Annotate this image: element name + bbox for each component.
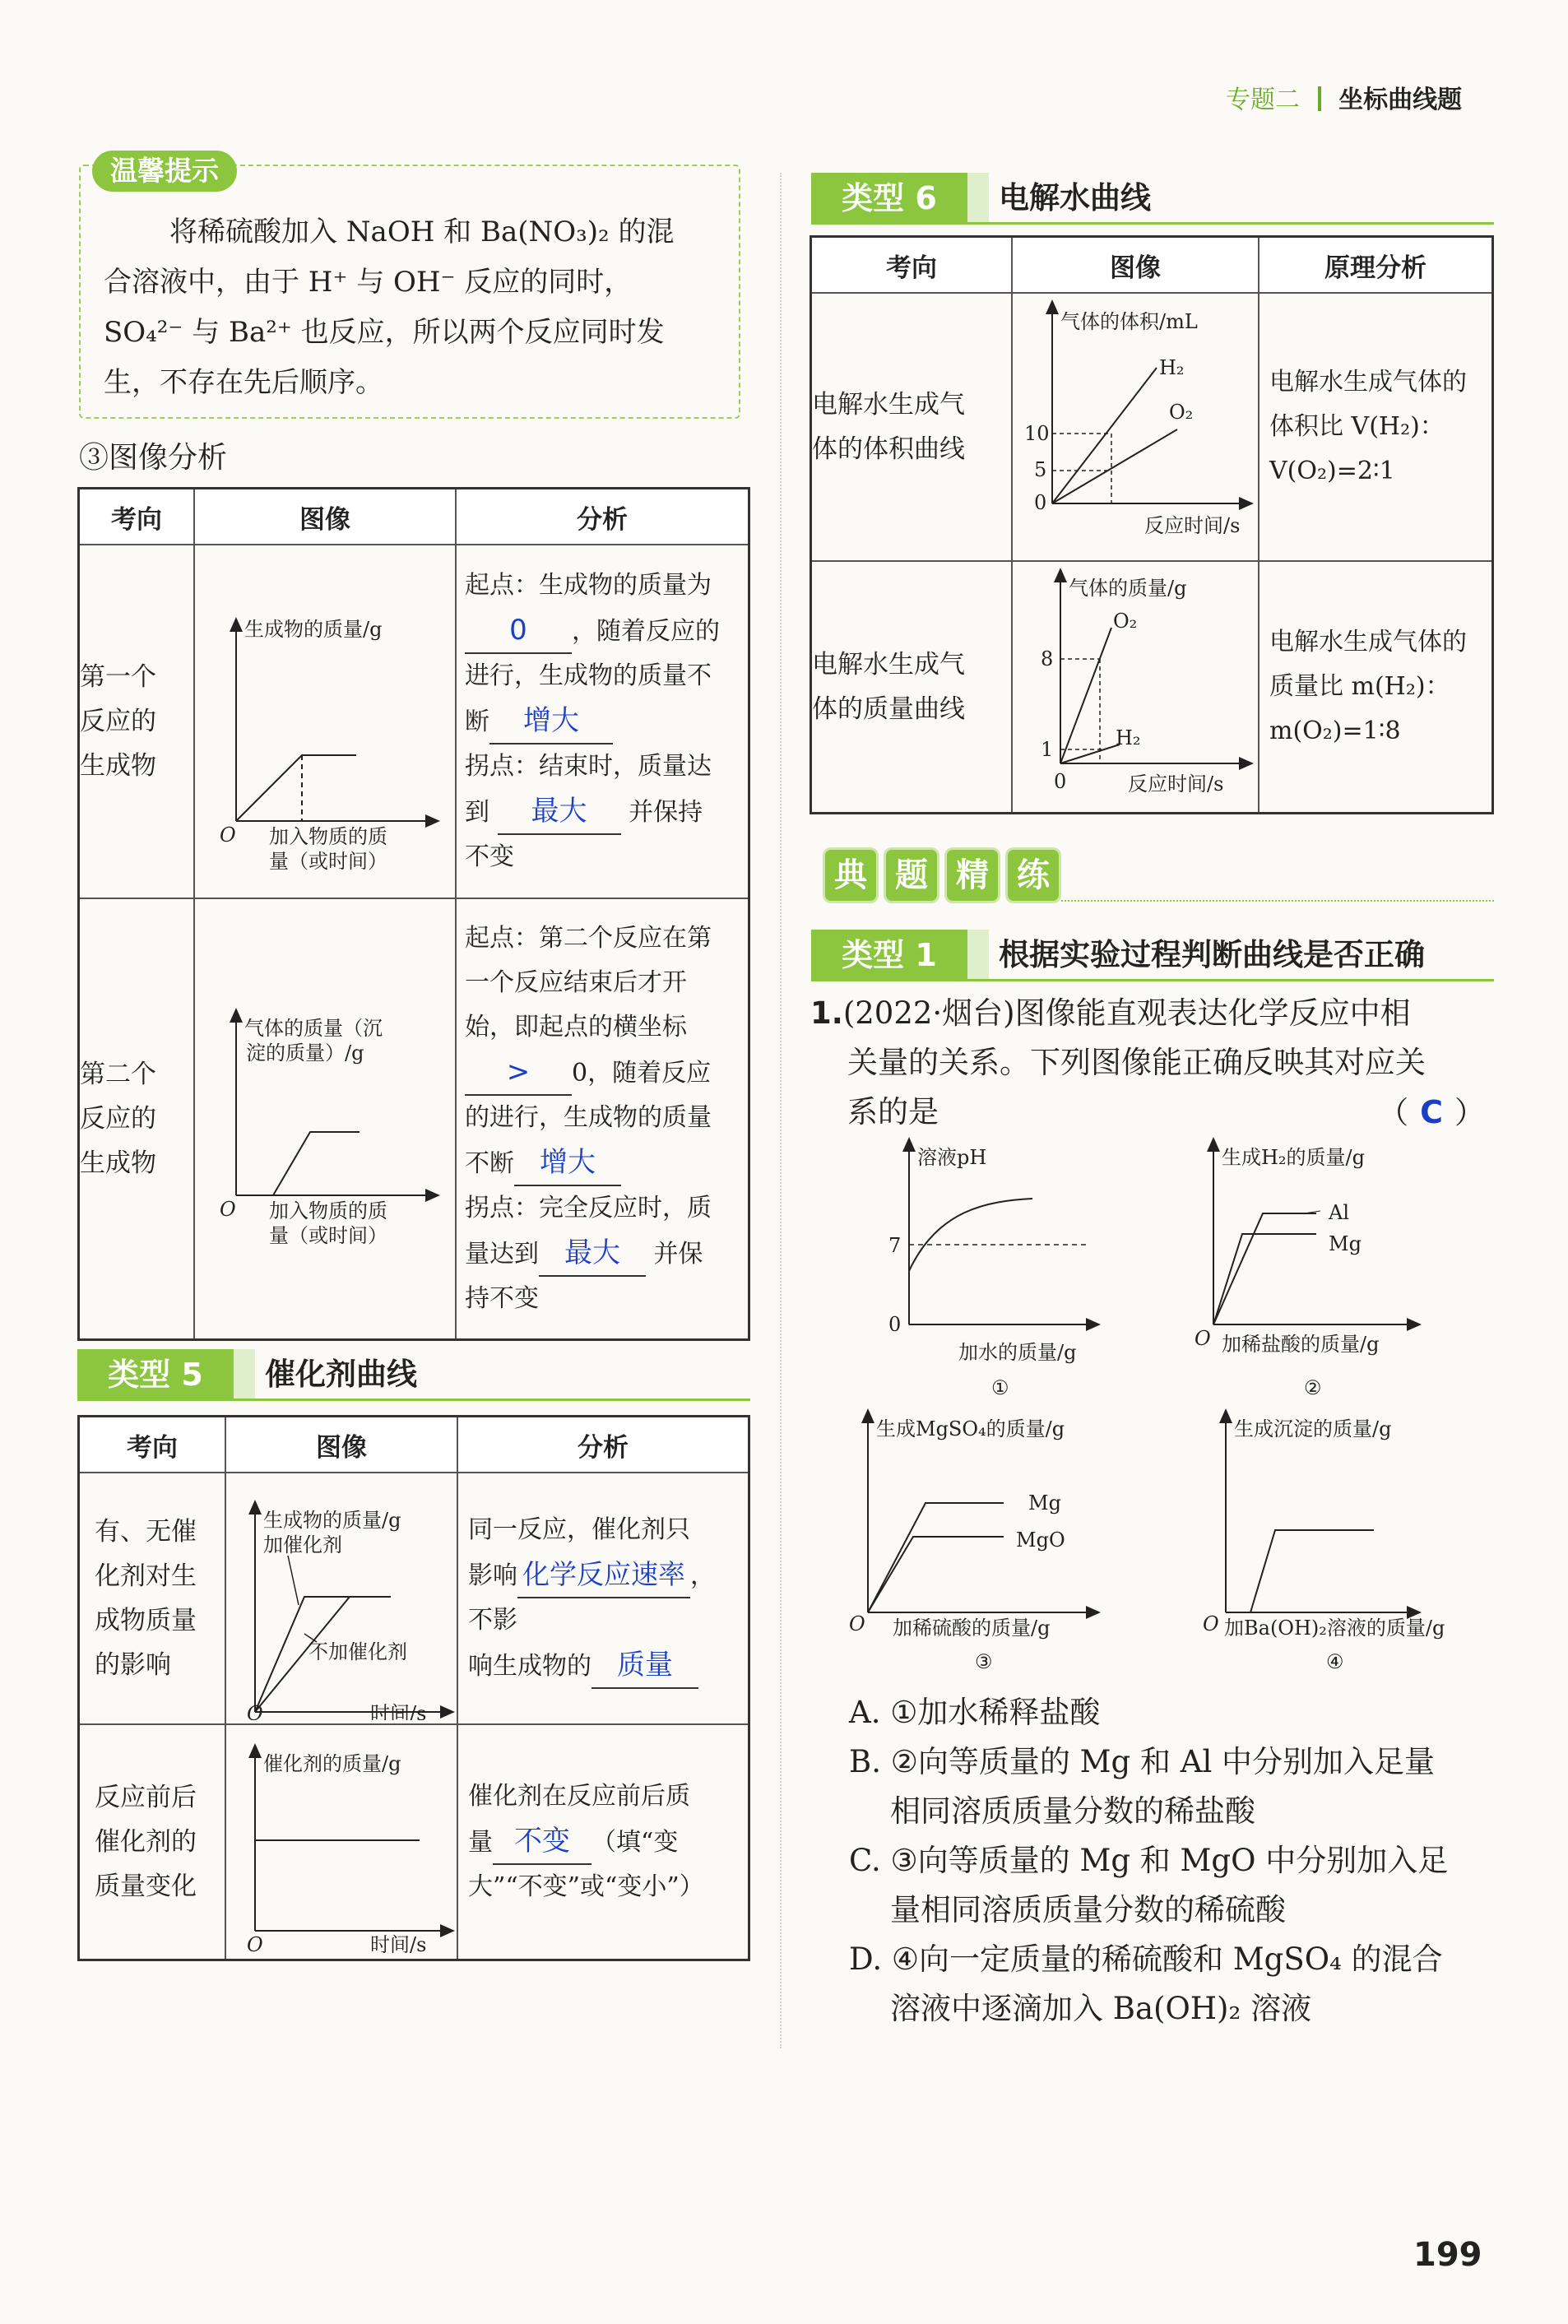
mg-curve	[1213, 1234, 1316, 1324]
graph-number: ③	[975, 1650, 993, 1673]
analysis-text: 不断	[465, 1149, 514, 1178]
analysis-text: 持不变	[465, 1284, 539, 1313]
header-cell: 分析	[456, 489, 749, 545]
answer-choice: C	[1420, 1094, 1443, 1130]
header-cell: 分析	[457, 1417, 749, 1473]
question-line: (2022·烟台)图像能直观表达化学反应中相	[842, 995, 1411, 1031]
x-axis-label: 时间/s	[370, 1933, 427, 1955]
aspect-line: 有、无催	[95, 1517, 197, 1547]
aspect-cell	[79, 545, 195, 898]
h2-line	[1052, 368, 1157, 503]
type5-underline	[77, 1399, 750, 1401]
analysis-text: 拐点：完全反应时，质	[465, 1194, 712, 1222]
analysis-text: 影响	[468, 1561, 517, 1590]
origin-label: O	[220, 823, 236, 847]
type5-title: 催化剂曲线	[265, 1357, 417, 1392]
practice-char: 精	[944, 847, 1000, 903]
x-axis-label: 加入物质的质	[269, 825, 387, 848]
o2-line	[1060, 628, 1111, 763]
question-graphs	[823, 1127, 1494, 1678]
aspect-cell	[79, 898, 195, 1340]
origin-label: 0	[888, 1313, 902, 1336]
answer-blank: 增大	[514, 1140, 621, 1186]
aspect-line: 生成物	[80, 1148, 156, 1178]
option-line: D. ④向一定质量的稀硫酸和 MgSO₄ 的混合	[849, 1941, 1443, 1977]
analysis-cell	[457, 1473, 749, 1724]
question-stem	[810, 989, 1493, 1137]
type1-bar	[811, 930, 1494, 981]
answer-blank: 增大	[489, 698, 613, 745]
analysis-text: 质量比 m(H₂)：	[1269, 672, 1450, 701]
table-row	[79, 1473, 749, 1724]
tick-label: 1	[1041, 738, 1054, 761]
y-axis-label: 淀的质量）/g	[246, 1041, 364, 1065]
question-number: 1.	[810, 995, 843, 1031]
x-axis-label: 时间/s	[370, 1702, 427, 1720]
type1-underline	[811, 979, 1494, 981]
h2-line	[1060, 745, 1120, 763]
aspect-line: 反应的	[80, 707, 156, 736]
table-header-row	[79, 1417, 749, 1473]
y-axis-label: 气体的质量/g	[1069, 577, 1187, 600]
question-line: 系的是	[847, 1094, 939, 1130]
answer-blank: 不变	[493, 1819, 591, 1865]
series-label: Mg	[1028, 1491, 1061, 1515]
header-topic: 专题二	[1226, 86, 1300, 114]
h2-label: H₂	[1159, 356, 1185, 379]
catalyst-table	[77, 1415, 750, 1961]
analysis-text: m(O₂)=1∶8	[1269, 717, 1401, 745]
precipitate-curve	[1250, 1530, 1374, 1612]
analysis-text: ，随着反应的	[572, 617, 720, 646]
tip-label-text: 温馨提示	[110, 155, 219, 187]
paren: （	[1378, 1095, 1409, 1130]
table-header-row	[811, 237, 1493, 294]
aspect-line: 的影响	[95, 1650, 171, 1680]
analysis-text: 并保持	[629, 798, 703, 827]
graph-2	[1195, 1143, 1415, 1399]
y-axis-label: 生成物的质量/g	[263, 1509, 401, 1532]
tip-line: 生，不存在先后顺序。	[104, 366, 383, 399]
table-row	[79, 545, 749, 898]
option-line: A. ①加水稀释盐酸	[849, 1695, 1101, 1730]
question-line: 关量的关系。下列图像能正确反映其对应关	[847, 1045, 1426, 1080]
h2-label: H₂	[1116, 726, 1141, 749]
type1-label: 类型 1	[811, 930, 967, 981]
table-row	[79, 898, 749, 1340]
volume-graph	[1013, 294, 1258, 557]
analysis-text: 到	[465, 798, 489, 827]
analysis-text: 起点：第二个反应在第	[465, 924, 712, 953]
with-catalyst-pointer	[288, 1556, 299, 1605]
x-axis-label: 反应时间/s	[1128, 772, 1224, 796]
aspect-line: 催化剂的	[95, 1827, 197, 1857]
series-label: Al	[1329, 1201, 1350, 1224]
tip-text	[104, 207, 729, 408]
aspect-line: 第二个	[80, 1060, 156, 1089]
tip-label	[92, 151, 237, 192]
analysis-text: （填“变	[591, 1828, 679, 1857]
origin-label: O	[1203, 1612, 1219, 1635]
tick-label: 5	[1034, 458, 1047, 481]
tip-line: 将稀硫酸加入 NaOH 和 Ba(NO₃)₂ 的混	[169, 216, 675, 248]
aspect-line: 反应前后	[95, 1783, 197, 1812]
header-cell: 图像	[194, 489, 456, 545]
analysis-text: 进行，生成物的质量不	[465, 661, 712, 690]
second-reaction-graph	[195, 899, 455, 1335]
aspect-line: 电解水生成气	[812, 390, 965, 420]
aspect-line: 生成物	[80, 751, 156, 781]
graph-cell	[225, 1724, 457, 1960]
answer-blank: 0	[465, 608, 572, 654]
y-axis-label: 生成H₂的质量/g	[1222, 1146, 1365, 1169]
origin-label: O	[247, 1933, 263, 1955]
analysis-text: 响生成物的	[468, 1652, 591, 1681]
header-cell: 考向	[79, 1417, 226, 1473]
analysis-text: 量达到	[465, 1240, 539, 1269]
graph-cell	[1012, 561, 1259, 814]
option-b[interactable]	[849, 1737, 1499, 1836]
analysis-cell	[457, 1724, 749, 1960]
analysis-text: 并保	[653, 1240, 703, 1269]
first-reaction-graph	[195, 545, 455, 894]
analysis-cell	[1259, 293, 1493, 561]
answer-blank: 最大	[539, 1231, 646, 1277]
aspect-line: 成物质量	[95, 1606, 197, 1635]
origin-label: O	[1195, 1327, 1211, 1350]
practice-char: 练	[1005, 847, 1061, 903]
tick-label: 8	[1041, 647, 1054, 670]
graph-1	[888, 1143, 1094, 1399]
catalyst-effect-graph	[226, 1473, 457, 1720]
tick-label: 0	[1034, 491, 1047, 514]
y-axis-label: 溶液pH	[917, 1146, 987, 1169]
without-catalyst-label: 不加催化剂	[308, 1640, 407, 1663]
analysis-text: 不变	[465, 842, 514, 871]
type5-label: 类型 5	[77, 1349, 234, 1400]
analysis-table	[77, 487, 750, 1341]
header-cell: 图像	[1012, 237, 1259, 294]
type5-bar	[77, 1349, 750, 1400]
x-axis-label: 加稀硫酸的质量/g	[893, 1617, 1051, 1640]
header-title: 坐标曲线题	[1338, 86, 1463, 114]
table-row	[79, 1724, 749, 1960]
analysis-text: 一个反应结束后才开	[465, 968, 687, 997]
analysis-text: 大”“不变”或“变小”）	[468, 1872, 704, 1901]
tick-label: 10	[1024, 422, 1050, 445]
tip-line: 合溶液中，由于 H⁺ 与 OH⁻ 反应的同时，	[104, 266, 633, 299]
aspect-line: 反应的	[80, 1104, 156, 1134]
series-label: Mg	[1329, 1232, 1362, 1255]
header-cell: 原理分析	[1259, 237, 1493, 294]
option-line: 溶液中逐滴加入 Ba(OH)₂ 溶液	[890, 1991, 1312, 2026]
x-axis-label: 加稀盐酸的质量/g	[1222, 1333, 1380, 1356]
page-number: 199	[1413, 2236, 1482, 2274]
o2-label: O₂	[1113, 610, 1138, 633]
x-axis-label: 加入物质的质	[269, 1199, 387, 1222]
answer-blank: >	[465, 1050, 572, 1096]
aspect-line: 电解水生成气	[812, 650, 965, 680]
graph-number: ④	[1326, 1650, 1344, 1673]
type1-label-tail	[967, 930, 989, 981]
aspect-line: 化剂对生	[95, 1561, 197, 1591]
aspect-line: 体的质量曲线	[812, 694, 965, 724]
x-axis-label: 加Ba(OH)₂溶液的质量/g	[1224, 1617, 1445, 1640]
graph-number: ①	[991, 1376, 1009, 1399]
tick-label: 0	[1054, 770, 1067, 793]
option-line: 相同溶质质量分数的稀盐酸	[890, 1793, 1255, 1829]
al-curve	[1213, 1213, 1316, 1324]
x-axis-label: 量（或时间）	[269, 850, 387, 873]
graph-cell	[1012, 293, 1259, 561]
graph-cell	[194, 545, 456, 898]
analysis-text: 起点：生成物的质量为	[465, 571, 712, 600]
y-axis-label: 生成MgSO₄的质量/g	[876, 1417, 1065, 1440]
analysis-text: 同一反应，催化剂只	[468, 1515, 690, 1544]
with-catalyst-label: 加催化剂	[263, 1533, 342, 1556]
product-curve	[236, 755, 356, 821]
aspect-cell	[811, 561, 1013, 814]
x-axis-label: 量（或时间）	[269, 1224, 387, 1247]
analysis-text: 断	[465, 707, 489, 736]
y-axis-label: 催化剂的质量/g	[263, 1752, 401, 1775]
analysis-text: 电解水生成气体的	[1269, 628, 1467, 656]
analysis-text: V(O₂)=2∶1	[1269, 457, 1395, 485]
electrolysis-table	[810, 235, 1494, 814]
type6-title: 电解水曲线	[999, 180, 1151, 216]
tip-line: SO₄²⁻ 与 Ba²⁺ 也反应，所以两个反应同时发	[104, 316, 665, 349]
header-cell: 考向	[79, 489, 195, 545]
practice-char: 题	[884, 847, 939, 903]
series-label: MgO	[1016, 1528, 1065, 1552]
table-header-row	[79, 489, 749, 545]
analysis-text: 电解水生成气体的	[1269, 368, 1467, 397]
type6-underline	[811, 222, 1494, 225]
graph-4	[1203, 1415, 1445, 1673]
option-line: 量相同溶质质量分数的稀硫酸	[890, 1892, 1286, 1927]
ph-curve	[909, 1199, 1032, 1271]
graph-number: ②	[1304, 1376, 1322, 1399]
aspect-line: 体的体积曲线	[812, 434, 965, 464]
y-axis-label: 生成物的质量/g	[244, 618, 383, 641]
option-d[interactable]	[849, 1935, 1499, 2034]
paren: ）	[1454, 1095, 1485, 1130]
header-cell: 图像	[225, 1417, 457, 1473]
practice-underline	[1061, 900, 1494, 902]
practice-banner	[823, 847, 1061, 905]
option-c[interactable]	[849, 1836, 1499, 1935]
header-cell: 考向	[811, 237, 1013, 294]
graph-cell	[194, 898, 456, 1340]
answer-blank: 质量	[591, 1643, 698, 1689]
answer-blank: 化学反应速率	[517, 1552, 690, 1598]
x-axis-label: 加水的质量/g	[958, 1341, 1077, 1364]
tick-label: 7	[888, 1234, 902, 1257]
header-divider	[1318, 86, 1321, 111]
analysis-cell	[1259, 561, 1493, 814]
option-a[interactable]	[849, 1688, 1499, 1737]
aspect-line: 第一个	[80, 662, 156, 692]
analysis-text: 0，随着反应	[572, 1059, 712, 1088]
graph-3	[849, 1415, 1094, 1673]
product-curve	[273, 1132, 360, 1195]
origin-label: O	[220, 1198, 236, 1221]
analysis-text: 体积比 V(H₂)：	[1269, 412, 1445, 441]
table-row	[811, 293, 1493, 561]
analysis-text: 催化剂在反应前后质	[468, 1782, 690, 1811]
type6-label-tail	[967, 173, 989, 224]
aspect-cell	[811, 293, 1013, 561]
option-line: B. ②向等质量的 Mg 和 Al 中分别加入足量	[849, 1744, 1436, 1779]
analysis-text: ，不影	[468, 1561, 715, 1635]
type6-bar	[811, 173, 1494, 224]
y-axis-label: 气体的体积/mL	[1060, 310, 1198, 333]
analysis-text: 始，即起点的横坐标	[465, 1013, 687, 1041]
o2-label: O₂	[1169, 401, 1194, 424]
table-row	[811, 561, 1493, 814]
analysis-text: 拐点：结束时，质量达	[465, 752, 712, 781]
analysis-cell	[456, 898, 749, 1340]
origin-label: O	[247, 1702, 263, 1720]
type1-title: 根据实验过程判断曲线是否正确	[999, 937, 1425, 972]
catalyst-mass-graph	[226, 1725, 457, 1955]
graph-cell	[225, 1473, 457, 1724]
options-list	[849, 1688, 1499, 2034]
option-line: C. ③向等质量的 Mg 和 MgO 中分别加入足	[849, 1843, 1449, 1878]
y-axis-label: 气体的质量（沉	[244, 1017, 383, 1040]
page-header	[1226, 79, 1462, 115]
practice-char: 典	[823, 847, 879, 903]
aspect-cell	[79, 1473, 226, 1724]
type5-label-tail	[234, 1349, 255, 1400]
answer-blank: 最大	[498, 789, 621, 835]
mass-graph	[1013, 562, 1258, 809]
column-divider	[780, 173, 782, 2048]
analysis-text: 量	[468, 1828, 493, 1857]
origin-label: O	[849, 1612, 865, 1635]
analysis-cell	[456, 545, 749, 898]
y-axis-label: 生成沉淀的质量/g	[1234, 1417, 1392, 1440]
aspect-cell	[79, 1724, 226, 1960]
analysis-text: 的进行，生成物的质量	[465, 1103, 712, 1132]
mg-curve	[868, 1503, 1004, 1612]
x-axis-label: 反应时间/s	[1144, 514, 1241, 537]
section-heading: ③图像分析	[79, 441, 228, 475]
o2-line	[1052, 429, 1177, 503]
aspect-line: 质量变化	[95, 1872, 197, 1901]
type6-label: 类型 6	[811, 173, 967, 224]
